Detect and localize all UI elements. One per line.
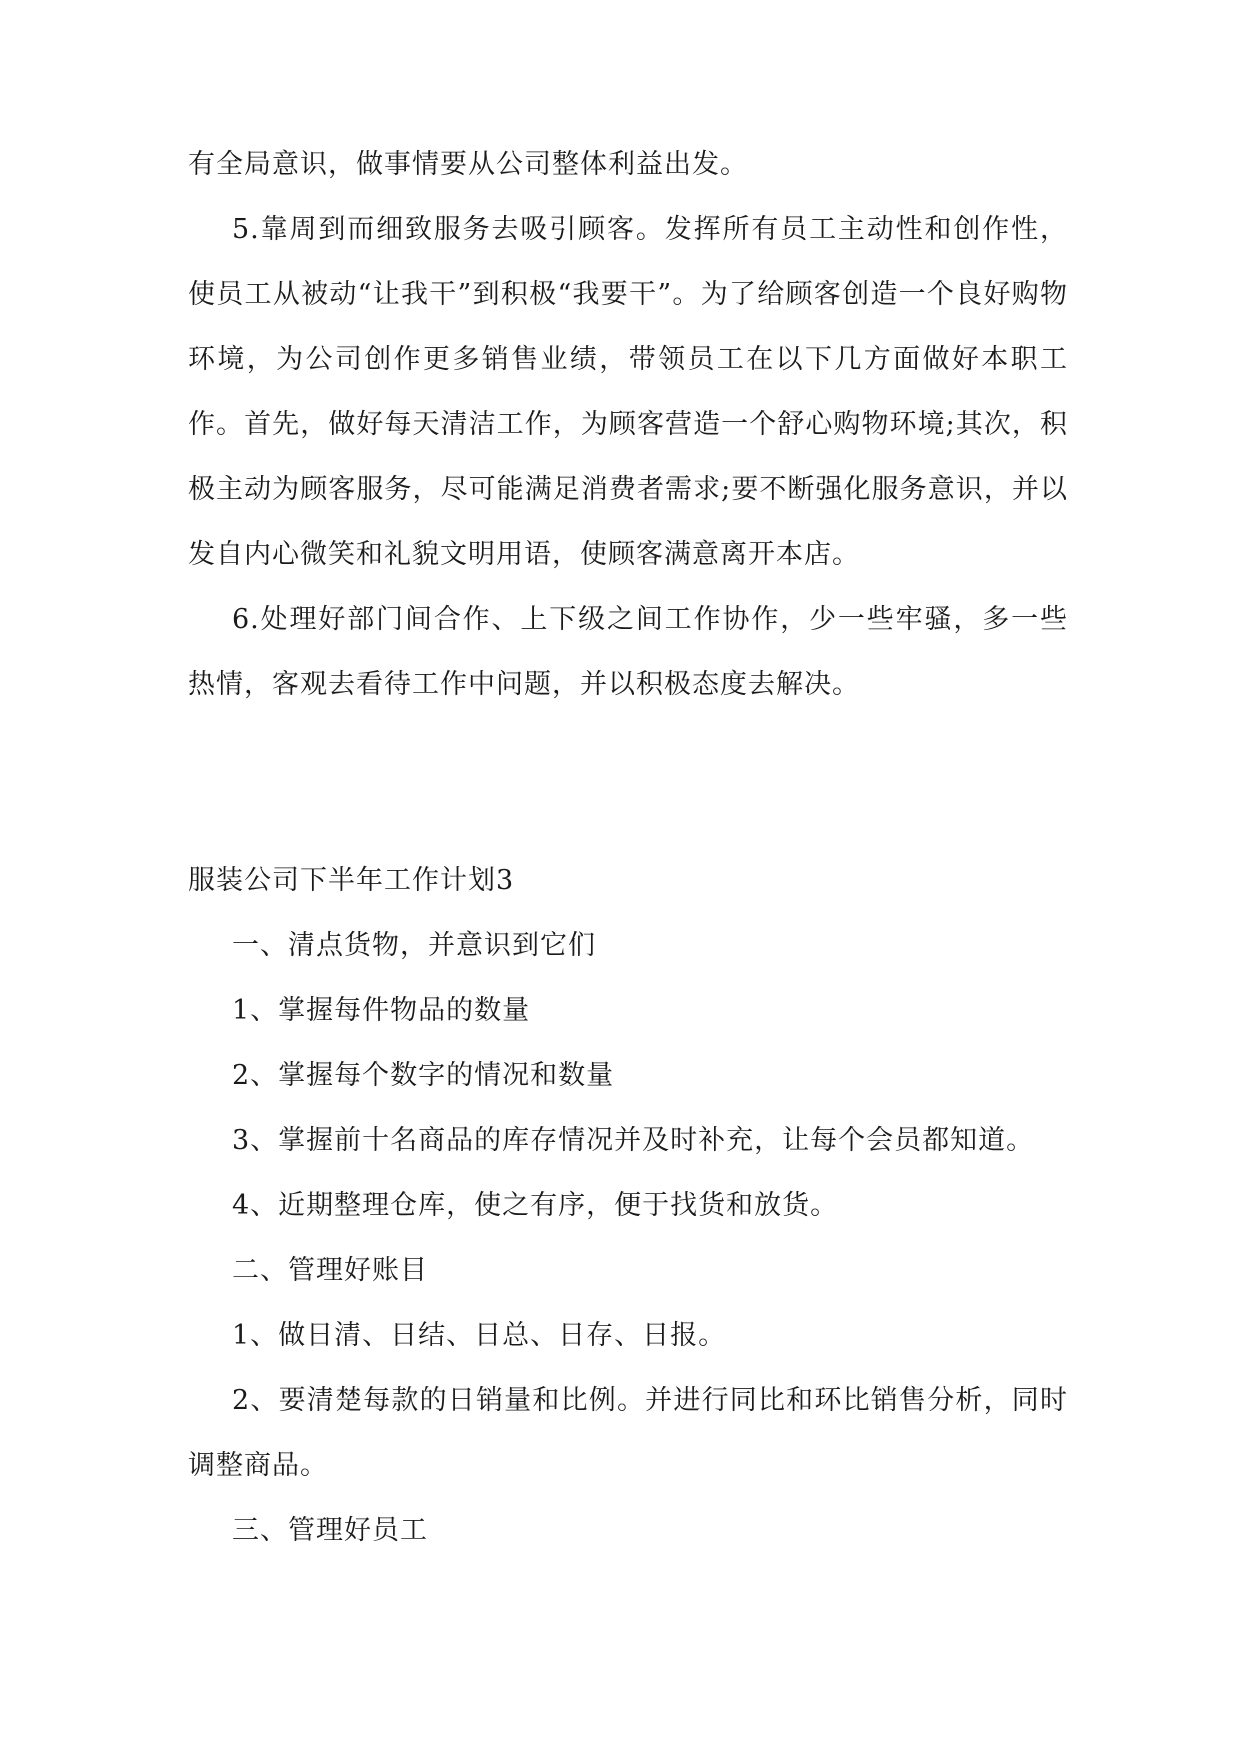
part2-item-2: 2、要清楚每款的日销量和比例。并进行同比和环比销售分析，同时调整商品。 <box>188 1385 1068 1481</box>
paragraph-continuation: 有全局意识，做事情要从公司整体利益出发。 <box>188 149 748 180</box>
part1-item-4: 4、近期整理仓库，使之有序，便于找货和放货。 <box>232 1190 839 1221</box>
paragraph-item-6: 6.处理好部门间合作、上下级之间工作协作，少一些牢骚，多一些热情，客观去看待工作中问题，并以积极态度去解决。 <box>188 604 1068 700</box>
part1-item-2: 2、掌握每个数字的情况和数量 <box>232 1060 615 1091</box>
part2-title: 二、管理好账目 <box>232 1255 428 1286</box>
part1-item-3: 3、掌握前十名商品的库存情况并及时补充，让每个会员都知道。 <box>232 1125 1035 1156</box>
part1-title: 一、清点货物，并意识到它们 <box>232 930 596 961</box>
part1-item-1: 1、掌握每件物品的数量 <box>232 995 531 1026</box>
paragraph-item-5: 5.靠周到而细致服务去吸引顾客。发挥所有员工主动性和创作性，使员工从被动“让我干”到积极“我要干”。为了给顾客创造一个良好购物环境，为公司创作更多销售业绩，带领员工在以下几方面做好本职工作。首先，做好每天清洁工作，为顾客营造一个舒心购物环境;其次，积极主动为顾客服务，尽可能满足消费者需求;要不断强化服务意识，并以发自内心微笑和礼貌文明用语，使顾客满意离开本店。 <box>188 214 1068 570</box>
section-title: 服装公司下半年工作计划3 <box>188 865 515 896</box>
part2-item-1: 1、做日清、日结、日总、日存、日报。 <box>232 1320 727 1351</box>
part3-title: 三、管理好员工 <box>232 1515 428 1546</box>
